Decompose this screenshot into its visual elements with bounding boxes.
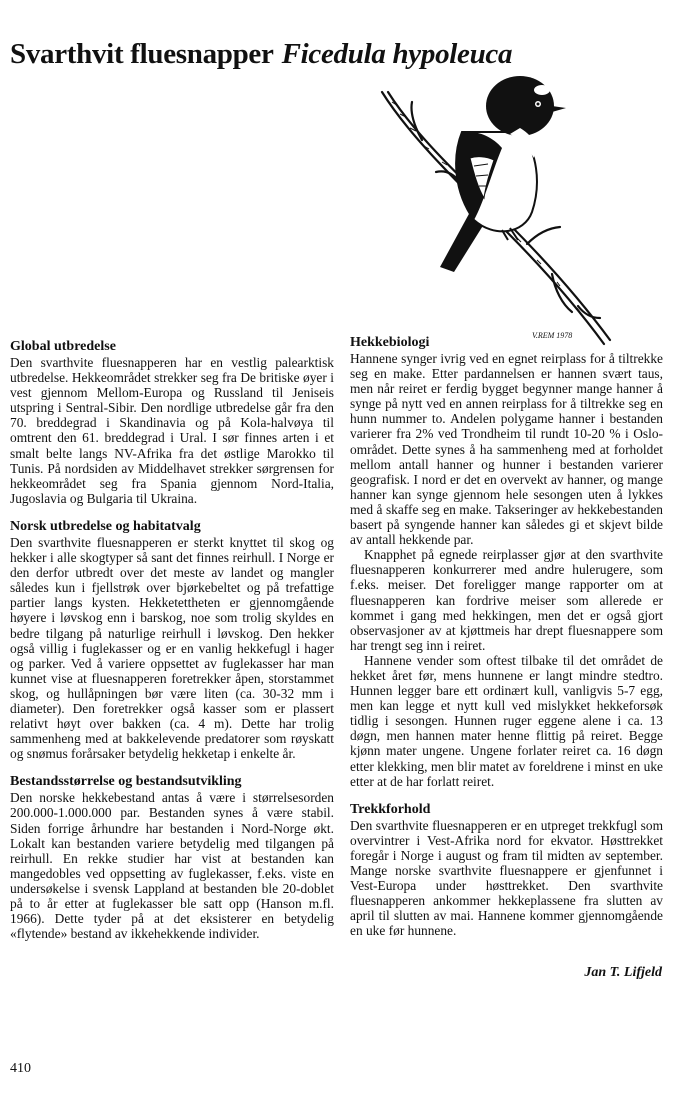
left-column — [10, 339, 334, 954]
illustration-signature: V.REM 1978 — [532, 331, 573, 340]
section-heading: Global utbredelse — [10, 339, 116, 354]
section-population — [10, 774, 334, 941]
author-signature: Jan T. Lifjeld — [584, 965, 662, 980]
species-common-name: Svarthvit fluesnapper — [10, 38, 274, 71]
section-migration — [350, 802, 663, 939]
section-norwegian-distribution — [10, 519, 334, 761]
section-paragraph: Knapphet på egnede reirplasser gjør at den svarthvite fluesnapperen konkurrerer med andre hulerugere, som f.eks. meiser. Det foreligger mange rapporter om at fluesnapperen kan fordrive meiser som allerede er kommet i gang med hekkingen, men det er også gjort observasjoner av at kjøttmeis har drept fluesnappere som har trengt seg inn i reiret. — [350, 547, 663, 653]
page-number: 410 — [10, 1061, 31, 1076]
section-body: Den svarthvite fluesnapperen har en vestlig palearktisk utbredelse. Hekkeområdet strekker seg fra De britiske øyer i vest gjennom Mellom-Europa og Russland til Jeniseis utspring i Sentral-Sibir. Den nordlige utbredelse går fra den 70. breddegrad i Skandinavia og på Kola-halvøya til omtrent den 61. breddegrad i Ural. I sør finnes arten i et smalt belte langs NV-Afrika fra det østlige Marokko til Tunis. På nordsiden av Middelhavet strekker sørgrensen for hekkeområdet seg fra Spania gjennom Nord-Italia, Jugoslavia og Bulgaria til Ukraina. — [10, 355, 334, 506]
section-body: Den norske hekkebestand antas å være i størrelsesorden 200.000-1.000.000 par. Bestanden synes å være stabil. Siden forrige århundre har bestanden i Nord-Norge økt. Lokalt kan bestanden variere betydelig med tilgangen på reirhull. En rekke studier har vist at bestanden kan mangedobles ved oppsetting av fuglekasser, f.eks. viste en undersøkelse i svensk Lappland at bestanden ble 20-doblet på to år etter at fuglekasser ble satt opp (Hanson m.fl. 1966). Dette tyder på at det eksisterer en betydelig «flytende» bestand av ikkehekkende individer. — [10, 790, 334, 942]
section-body: Den svarthvite fluesnapperen er en utpreget trekkfugl som overvintrer i Vest-Afrika nord for ekvator. Høsttrekket foregår i Norge i august og fram til midten av september. Mange norske svarthvite fluesnappere er gjenfunnet i Vest-Europa under høsttrekket. Den svarthvite fluesnapperen ankommer hekkeplassene fra slutten av april til slutten av mai. Hannene kommer gjennomgående en uke før hunnene. — [350, 817, 663, 939]
section-paragraph: Hannene synger ivrig ved en egnet reirplass for å tiltrekke seg en make. Etter pardannelsen er hannen svært taus, men når reiret er ferdig bygget begynner mange hanner å synge på nytt ved en annen reirplass for å tiltrekke seg en hunn nummer to. Andelen polygame hanner i bestanden varierer fra 2% ved Trondheim til rundt 10-20 % i Oslo-området. Dette synes å ha sammenheng med at forholdet mellom antall hanner og hunner i bestanden varierer geografisk. I nord er det en overvekt av hanner, og mange hanner kan synge gjennom hele sesongen uten å lykkes med å skaffe seg en make. Takseringer av hekkebestanden basert på syngende hanner kan således gi et skjevt bilde av antall hekkende par. — [350, 351, 663, 548]
section-heading: Hekkebiologi — [350, 335, 430, 350]
section-breeding-biology — [350, 335, 663, 789]
right-column — [350, 335, 663, 951]
section-heading: Trekkforhold — [350, 801, 431, 817]
bird-illustration — [352, 62, 638, 354]
section-heading: Norsk utbredelse og habitatvalg — [10, 518, 201, 534]
section-heading: Bestandsstørrelse og bestandsutvikling — [10, 774, 242, 790]
section-paragraph: Hannene vender som oftest tilbake til det området de hekket året før, mens hunnene er langt mindre stedtro. Hunnen legger bare ett ordinært kull, vanligvis 5-7 egg, men kan legge et nytt kull ved mislykket hekkeforsøk tidlig i sesongen. Hunnen ruger eggene alene i ca. 13 døgn, men hannen mater henne flittig på reiret. Begge kjønn mater ungene. Ungene forlater reiret ca. 16 døgn etter klekking, men blir matet av foreldrene i minst en uke etter at de har forlatt reiret. — [350, 652, 663, 789]
section-global-distribution — [10, 339, 334, 506]
species-latin-name: Ficedula hypoleuca — [281, 38, 513, 71]
section-body: Den svarthvite fluesnapperen er sterkt knyttet til skog og hekker i alle skogtyper så sant det finnes reirhull. I Norge er den derfor utbredt over det meste av landet og mangler således kun i fjellstrøk over bjørkebeltet og på trefattige partier langs kysten. Hekketettheten er gjennomgående høyere i løvskog enn i barskog, noe som trolig skyldes en bedre tilgang på naturlige reirhull i løvskog. Den hekker også villig i fuglekasser og er en vanlig hekkefugl i hager og parker. Ved å variere oppsettet av fuglekasser har man kunnet vise at fluesnapperen foretrekker åpen, storstammet skog, og hullåpningen bør være liten (ca. 30-32 mm i diameter). Den foretrekker også kasser som er plassert relativt høyt over bakken (ca. 4 m). Dette har trolig sammenheng med at bakkelevende predatorer som røyskatt og snømus forårsaker betydelig hekketap i enkelte år. — [10, 534, 334, 762]
